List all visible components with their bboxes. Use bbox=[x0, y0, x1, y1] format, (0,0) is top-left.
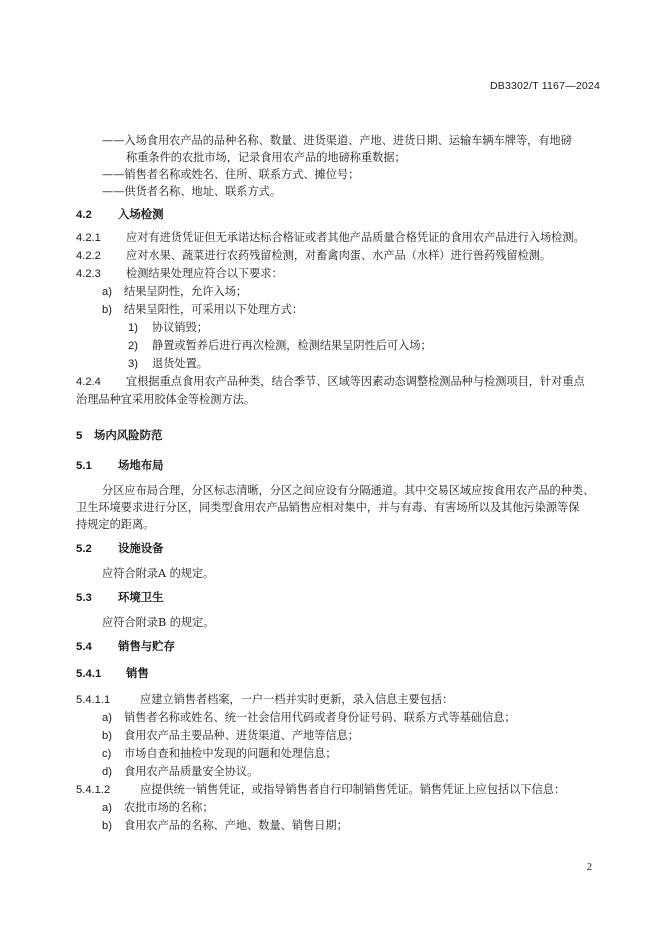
dash-item-seller-info: ——销售者名称或姓名、住所、联系方式、摊位号； bbox=[102, 168, 360, 181]
list-item-d: d) 食用农产品质量安全协议。 bbox=[102, 765, 259, 778]
list-item-a: a) 结果呈阴性，允许入场； bbox=[102, 285, 248, 298]
sub-list-item-2: 2) 静置或暂养后进行再次检测，检测结果呈阴性后可入场； bbox=[128, 339, 432, 352]
clause-4-2-4-cont: 治理品种宜采用胶体金等检测方法。 bbox=[76, 393, 256, 406]
section-heading-4-2: 4.2 入场检测 bbox=[76, 207, 164, 221]
paragraph-5-1-line-3: 持规定的距离。 bbox=[76, 518, 155, 531]
list-item-b: b) 结果呈阳性，可采用以下处理方式： bbox=[102, 303, 304, 316]
document-code-header: DB3302/T 1167—2024 bbox=[489, 80, 600, 92]
list-item-c: c) 市场自查和抽检中发现的问题和处理信息； bbox=[102, 747, 337, 760]
section-heading-5-2: 5.2 设施设备 bbox=[76, 541, 164, 555]
clause-4-2-3: 4.2.3 检测结果处理应符合以下要求： bbox=[76, 267, 283, 280]
paragraph-5-3: 应符合附录B 的规定。 bbox=[102, 616, 215, 629]
clause-5-4-1-1: 5.4.1.1 应建立销售者档案，一户一档并实时更新，录入信息主要包括： bbox=[76, 693, 454, 706]
list-item-a: a) 农批市场的名称； bbox=[102, 801, 214, 814]
sub-list-item-3: 3) 退货处置。 bbox=[128, 357, 208, 370]
dash-item-product-info: ——入场食用农产品的品种名称、数量、进货渠道、产地、进货日期、运输车辆车牌等，有地磅 bbox=[102, 134, 572, 147]
list-item-a: a) 销售者名称或姓名、统一社会信用代码或者身份证号码、联系方式等基础信息； bbox=[102, 711, 516, 724]
chapter-heading-5: 5 场内风险防范 bbox=[76, 428, 163, 442]
clause-5-4-1-2: 5.4.1.2 应提供统一销售凭证，或指导销售者自行印制销售凭证。销售凭证上应包括以下信息： bbox=[76, 783, 566, 796]
page-body bbox=[76, 132, 604, 835]
page-number: 2 bbox=[586, 862, 592, 873]
clause-4-2-4: 4.2.4 宜根据重点食用农产品种类，结合季节、区域等因素动态调整检测品种与检测项目，针对重点 bbox=[76, 375, 585, 388]
section-heading-5-4: 5.4 销售与贮存 bbox=[76, 639, 175, 653]
paragraph-5-2: 应符合附录A 的规定。 bbox=[102, 567, 215, 580]
list-item-b: b) 食用农产品主要品种、进货渠道、产地等信息； bbox=[102, 729, 359, 742]
clause-4-2-2: 4.2.2 应对水果、蔬菜进行农药残留检测，对畜禽肉蛋、水产品（水样）进行兽药残留检测。 bbox=[76, 249, 552, 262]
paragraph-5-1-line-1: 分区应布局合理，分区标志清晰，分区之间应设有分隔通道。其中交易区域应按食用农产品的种类、 bbox=[102, 484, 595, 497]
dash-item-supplier-info: ——供货者名称、地址、联系方式。 bbox=[102, 185, 282, 198]
section-heading-5-3: 5.3 环境卫生 bbox=[76, 590, 164, 604]
sub-list-item-1: 1) 协议销毁； bbox=[128, 321, 208, 334]
dash-item-product-info-cont: 称重条件的农批市场，记录食用农产品的地磅称重数据； bbox=[126, 151, 406, 164]
section-heading-5-4-1: 5.4.1 销售 bbox=[76, 666, 149, 680]
clause-4-2-1: 4.2.1 应对有进货凭证但无承诺达标合格证或者其他产品质量合格凭证的食用农产品进行入场检测。 bbox=[76, 231, 585, 244]
list-item-b: b) 食用农产品的名称、产地、数量、销售日期； bbox=[102, 819, 348, 832]
section-heading-5-1: 5.1 场地布局 bbox=[76, 458, 164, 472]
paragraph-5-1-line-2: 卫生环境要求进行分区，同类型食用农产品销售应相对集中，并与有毒、有害场所以及其他污染源等保 bbox=[76, 501, 580, 514]
